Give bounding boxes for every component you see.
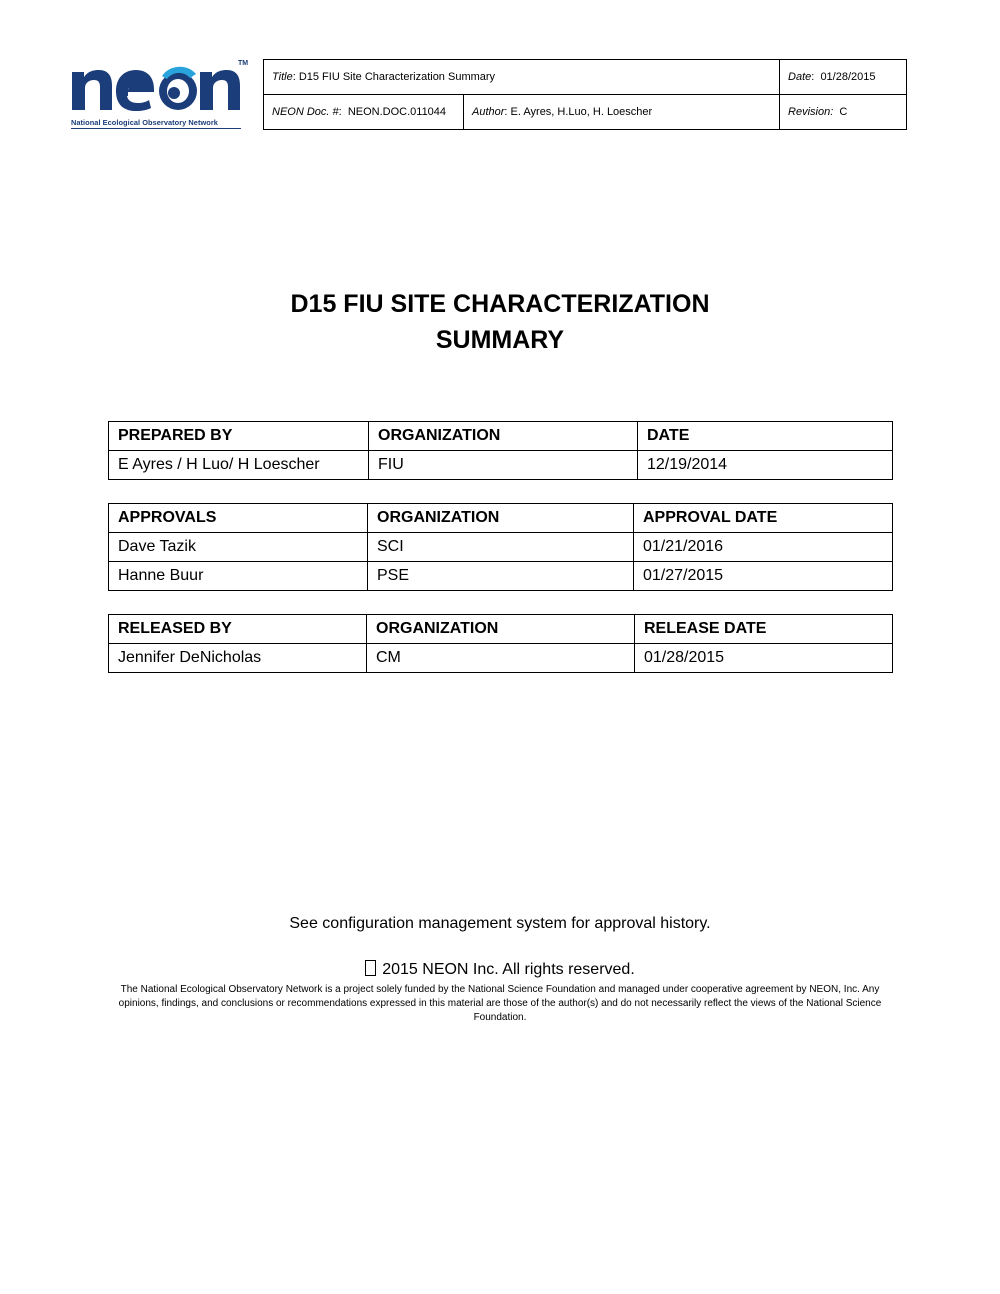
table-row <box>109 451 893 480</box>
header-date-label: Date <box>788 71 812 83</box>
released-header-name: RELEASED BY <box>109 615 367 644</box>
approvals-header-date: APPROVAL DATE <box>634 504 893 533</box>
prepared-org: FIU <box>369 451 638 480</box>
header-title-value: D15 FIU Site Characterization Summary <box>298 71 496 83</box>
table-row <box>109 644 893 673</box>
header-row-2 <box>264 95 907 130</box>
released-header-row <box>109 615 893 644</box>
document-title <box>0 286 1000 358</box>
header-revision-value: C <box>839 106 848 118</box>
released-by-table <box>108 614 893 673</box>
header-date-cell: Date: 01/28/2015 <box>780 60 907 95</box>
header-title-label: Title <box>272 71 293 83</box>
approval-name: Hanne Buur <box>109 562 368 591</box>
approvals-table <box>108 503 893 591</box>
header-doc-value: NEON.DOC.011044 <box>347 106 447 118</box>
document-title-line-2: SUMMARY <box>435 326 565 354</box>
header-author-value: E. Ayres, H.Luo, H. Loescher <box>510 106 653 118</box>
released-header-date: RELEASE DATE <box>635 615 893 644</box>
released-org: CM <box>367 644 635 673</box>
prepared-date: 12/19/2014 <box>638 451 893 480</box>
prepared-header-date: DATE <box>638 422 893 451</box>
approval-name: Dave Tazik <box>109 533 368 562</box>
approvals-header-name: APPROVALS <box>109 504 368 533</box>
prepared-by-table <box>108 421 893 480</box>
prepared-name: E Ayres / H Luo/ H Loescher <box>109 451 369 480</box>
header-title-cell: Title: D15 FIU Site Characterization Summary <box>264 60 780 95</box>
document-header-table <box>263 59 907 130</box>
header-doc-cell: NEON Doc. #: NEON.DOC.011044 <box>264 95 464 130</box>
header-author-cell: Author: E. Ayres, H.Luo, H. Loescher <box>464 95 780 130</box>
neon-wordmark-logo <box>70 60 240 116</box>
config-management-note: See configuration management system for approval history. <box>289 915 711 932</box>
approval-date: 01/27/2015 <box>634 562 893 591</box>
header-row-1 <box>264 60 907 95</box>
copyright-icon <box>365 960 376 976</box>
copyright-line <box>0 960 1000 979</box>
approval-org: PSE <box>368 562 634 591</box>
header-doc-label: NEON Doc. # <box>272 106 339 118</box>
header-date-value: 01/28/2015 <box>820 71 876 83</box>
released-header-org: ORGANIZATION <box>367 615 635 644</box>
approvals-header-org: ORGANIZATION <box>368 504 634 533</box>
approvals-header-row <box>109 504 893 533</box>
document-title-line-1: D15 FIU SITE CHARACTERIZATION <box>290 290 710 318</box>
approval-org: SCI <box>368 533 634 562</box>
copyright-text: 2015 NEON Inc. All rights reserved. <box>382 961 635 978</box>
header-revision-cell <box>780 95 907 130</box>
neon-logo <box>70 60 249 132</box>
prepared-header-row <box>109 422 893 451</box>
logo-tagline: National Ecological Observatory Network <box>71 118 218 127</box>
logo-underline <box>71 128 241 129</box>
header-author-label: Author <box>472 106 505 118</box>
funding-disclaimer: The National Ecological Observatory Network is a project solely funded by the National Science Foundation and managed under cooperative agreement by NEON, Inc. Any opinions, findings, and conclusions or recommendations expressed in this material are those of the author(s) and do not necessarily reflect the views of the National Science Foundation. <box>118 984 882 1023</box>
released-name: Jennifer DeNicholas <box>109 644 367 673</box>
header-revision-label: Revision: <box>788 106 834 118</box>
approval-date: 01/21/2016 <box>634 533 893 562</box>
trademark-mark: TM <box>238 60 249 67</box>
released-date: 01/28/2015 <box>635 644 893 673</box>
table-row <box>109 533 893 562</box>
prepared-header-org: ORGANIZATION <box>369 422 638 451</box>
table-row <box>109 562 893 591</box>
prepared-header-name: PREPARED BY <box>109 422 369 451</box>
